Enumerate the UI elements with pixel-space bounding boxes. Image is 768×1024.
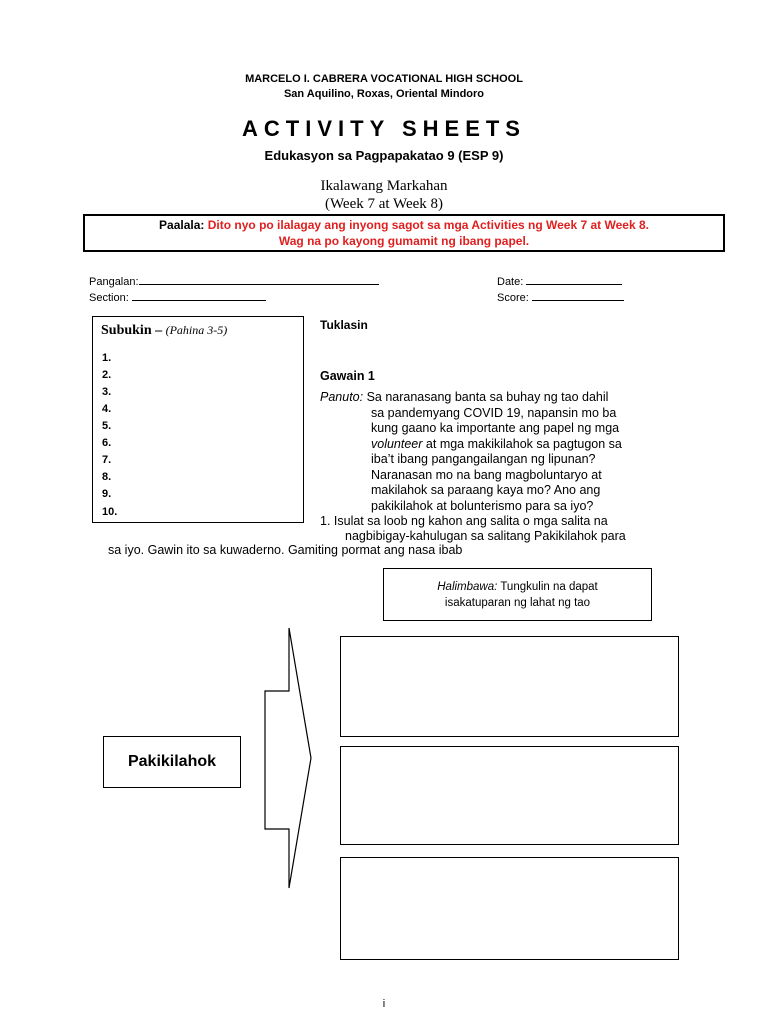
answer-number: 7.	[102, 454, 112, 466]
example-text-2: isakatuparan ng lahat ng tao	[444, 597, 591, 609]
answer-number: 3.	[102, 386, 112, 398]
instruction-line-2: nagbibigay-kahulugan sa salitang Pakikilahok para	[345, 529, 626, 543]
score-label: Score:	[497, 292, 529, 304]
subject-title: Edukasyon sa Pagpapakatao 9 (ESP 9)	[264, 148, 504, 163]
answer-number: 10.	[102, 506, 118, 518]
panuto-body	[320, 406, 678, 515]
example-label: Halimbawa:	[437, 581, 498, 593]
date-field[interactable]	[497, 274, 622, 288]
instruction-line-1: 1. Isulat sa loob ng kahon ang salita o mga salita na	[320, 514, 608, 528]
subukin-title: Subukin	[101, 323, 152, 338]
name-blank[interactable]	[139, 274, 379, 285]
subukin-pages: (Pahina 3-5)	[165, 323, 228, 337]
answer-box-3[interactable]	[340, 857, 679, 960]
answer-number: 2.	[102, 369, 112, 381]
subukin-box	[92, 316, 304, 523]
section-field[interactable]	[89, 290, 266, 304]
panuto-line: makilahok sa paraang kaya mo? Ano ang	[371, 483, 601, 497]
answer-number: 5.	[102, 420, 112, 432]
panuto-label: Panuto:	[320, 390, 364, 404]
example-box	[383, 568, 652, 621]
section-label: Section:	[89, 292, 129, 304]
example-line-1	[384, 579, 651, 595]
panuto-line: pakikilahok at bolunterismo para sa iyo?	[371, 498, 594, 513]
example-text-1: Tungkulin na dapat	[500, 581, 598, 593]
panuto-line: sa pandemyang COVID 19, napansin mo ba	[371, 405, 617, 420]
gawain-heading: Gawain 1	[320, 369, 375, 383]
name-label: Pangalan:	[89, 276, 139, 288]
concept-box: Pakikilahok	[103, 736, 241, 788]
page-title: ACTIVITY SHEETS	[242, 116, 526, 141]
panuto-line: kung gaano ka importante ang papel ng mga	[371, 421, 620, 435]
panuto-line-rest: at mga makikilahok sa pagtugon sa	[425, 436, 622, 451]
reminder-text-1: Dito nyo po ilalagay ang inyong sagot sa mga Activities ng Week 7 at Week 8.	[207, 218, 649, 232]
school-address: San Aquilino, Roxas, Oriental Mindoro	[283, 88, 485, 100]
answer-box-1[interactable]	[340, 636, 679, 737]
answer-number: 1.	[102, 352, 112, 364]
panuto-line: iba’t ibang pangangailangan ng lipunan?	[371, 452, 596, 466]
answer-box-2[interactable]	[340, 746, 679, 845]
panuto-line	[371, 437, 678, 453]
panuto-paragraph	[320, 390, 678, 514]
reminder-label: Paalala:	[159, 218, 205, 232]
section-blank[interactable]	[132, 290, 266, 301]
school-name: MARCELO I. CABRERA VOCATIONAL HIGH SCHOOL	[245, 73, 523, 85]
date-label: Date:	[497, 276, 524, 288]
score-blank[interactable]	[532, 290, 624, 301]
arrow-right-icon	[262, 626, 314, 890]
reminder-box	[83, 214, 725, 252]
volunteer-word: volunteer	[371, 436, 423, 451]
subukin-heading: Subukin – (Pahina 3-5)	[101, 323, 228, 338]
page-number: i	[382, 998, 386, 1010]
panuto-line: Naranasan mo na bang magboluntaryo at	[371, 467, 602, 482]
tuklasin-heading: Tuklasin	[320, 318, 368, 332]
reminder-text-2: Wag na po kayong gumamit ng ibang papel.	[278, 234, 530, 248]
reminder-line-1	[85, 217, 723, 233]
answer-number: 9.	[102, 488, 112, 500]
answer-number: 8.	[102, 471, 112, 483]
panuto-text: Sa naranasang banta sa buhay ng tao dahil	[366, 390, 609, 404]
instruction-line-3: sa iyo. Gawin ito sa kuwaderno. Gamiting pormat ang nasa ibab	[108, 543, 463, 557]
name-field[interactable]	[89, 274, 379, 288]
answer-number: 6.	[102, 437, 112, 449]
score-field[interactable]	[497, 290, 624, 304]
quarter-label: Ikalawang Markahan	[320, 178, 448, 194]
date-blank[interactable]	[526, 274, 622, 285]
weeks-label: (Week 7 at Week 8)	[324, 196, 444, 212]
panuto-first-line	[320, 390, 678, 406]
answer-number: 4.	[102, 403, 112, 415]
